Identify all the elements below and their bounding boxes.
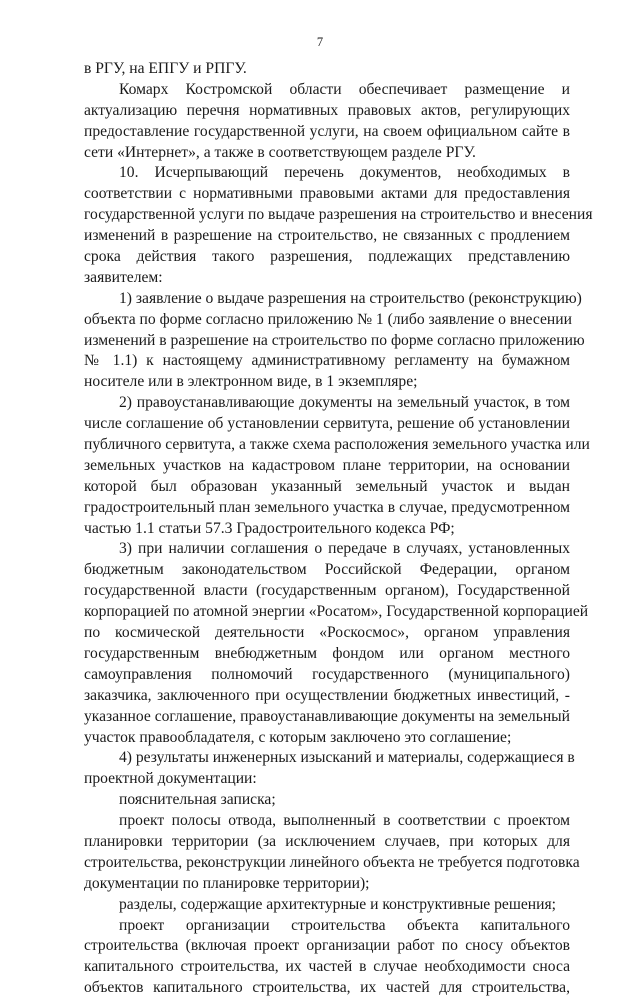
text-line: проектной документации:	[84, 770, 257, 788]
text-line: разделы, содержащие архитектурные и конструктивные решения;	[119, 895, 556, 913]
text-line: объекта по форме согласно приложению № 1 (либо заявление о внесении	[84, 310, 572, 328]
text-line: Комарх Костромской области обеспечивает размещение и	[119, 80, 570, 98]
text-line: предоставление государственной услуги, на своем официальном сайте в	[84, 122, 570, 140]
text-line: планировки территории (за исключением случаев, при которых для	[84, 832, 570, 850]
text-line: № 1.1) к настоящему административному регламенту на бумажном	[84, 352, 570, 370]
text-line: 1) заявление о выдаче разрешения на строительство (реконструкцию)	[119, 289, 582, 307]
text-line: 2) правоустанавливающие документы на земельный участок, в том	[119, 394, 570, 412]
text-line: государственной власти (государственным органом), Государственной	[84, 582, 570, 600]
text-line: документации по планировке территории);	[84, 874, 370, 892]
text-line: бюджетным законодательством Российской Федерации, органом	[84, 561, 570, 579]
text-line: 3) при наличии соглашения о передаче в случаях, установленных	[119, 540, 570, 558]
text-line: государственным внебюджетным фондом или органом местного	[84, 644, 570, 662]
text-line: изменений в разрешение на строительство по форме согласно приложению	[84, 331, 585, 349]
text-line: участок правообладателя, с которым заключено это соглашение;	[84, 728, 512, 746]
text-line: 4) результаты инженерных изысканий и материалы, содержащиеся в	[119, 749, 575, 767]
text-line: частью 1.1 статьи 57.3 Градостроительного кодекса РФ;	[84, 519, 455, 537]
text-line: срока действия такого разрешения, подлежащих представлению	[84, 248, 570, 266]
text-line: самоуправления полномочий государственного (муниципального)	[84, 665, 570, 683]
text-line: градостроительный план земельного участка в случае, предусмотренном	[84, 498, 570, 516]
text-line: числе соглашение об установлении сервитута, решение об установлении	[84, 415, 570, 433]
text-line: по космической деятельности «Роскосмос», органом управления	[84, 624, 570, 642]
text-line: в РГУ, на ЕПГУ и РПГУ.	[84, 60, 247, 77]
text-line: проект организации строительства объекта капитального	[119, 916, 570, 934]
text-line: указанное соглашение, правоустанавливающие документы на земельный	[84, 707, 570, 725]
text-line: носителе или в электронном виде, в 1 экземпляре;	[84, 373, 418, 391]
text-line: капитального строительства, их частей в случае необходимости сноса	[84, 958, 570, 976]
text-line: государственной услуги по выдаче разрешения на строительство и внесения	[84, 206, 593, 224]
text-line: сети «Интернет», а также в соответствующем разделе РГУ.	[84, 143, 476, 161]
text-line: актуализацию перечня нормативных правовых актов, регулирующих	[84, 101, 570, 119]
text-line: которой был образован указанный земельный участок и выдан	[84, 477, 570, 495]
page-number: 7	[316, 35, 324, 49]
text-line: строительства (включая проект организации работ по сносу объектов	[84, 937, 570, 955]
text-line: корпорацией по атомной энергии «Росатом», Государственной корпорацией	[84, 603, 589, 621]
text-line: проект полосы отвода, выполненный в соответствии с проектом	[119, 812, 570, 830]
text-line: соответствии с нормативными правовыми актами для предоставления	[84, 185, 570, 203]
text-line: заявителем:	[84, 268, 163, 286]
text-line: 10. Исчерпывающий перечень документов, необходимых в	[119, 164, 570, 182]
text-line: пояснительная записка;	[119, 791, 276, 809]
text-line: изменений в разрешение на строительство, не связанных с продлением	[84, 227, 570, 245]
document-body	[84, 59, 593, 999]
text-line: земельных участков на кадастровом плане территории, на основании	[84, 456, 570, 474]
text-line: заказчика, заключенного при осуществлении бюджетных инвестиций, -	[84, 686, 570, 704]
text-line: публичного сервитута, а также схема расположения земельного участка или	[84, 436, 590, 454]
text-line: объектов капитального строительства, их частей для строительства,	[84, 979, 570, 997]
text-line: строительства, реконструкции линейного объекта не требуется подготовка	[84, 853, 580, 871]
